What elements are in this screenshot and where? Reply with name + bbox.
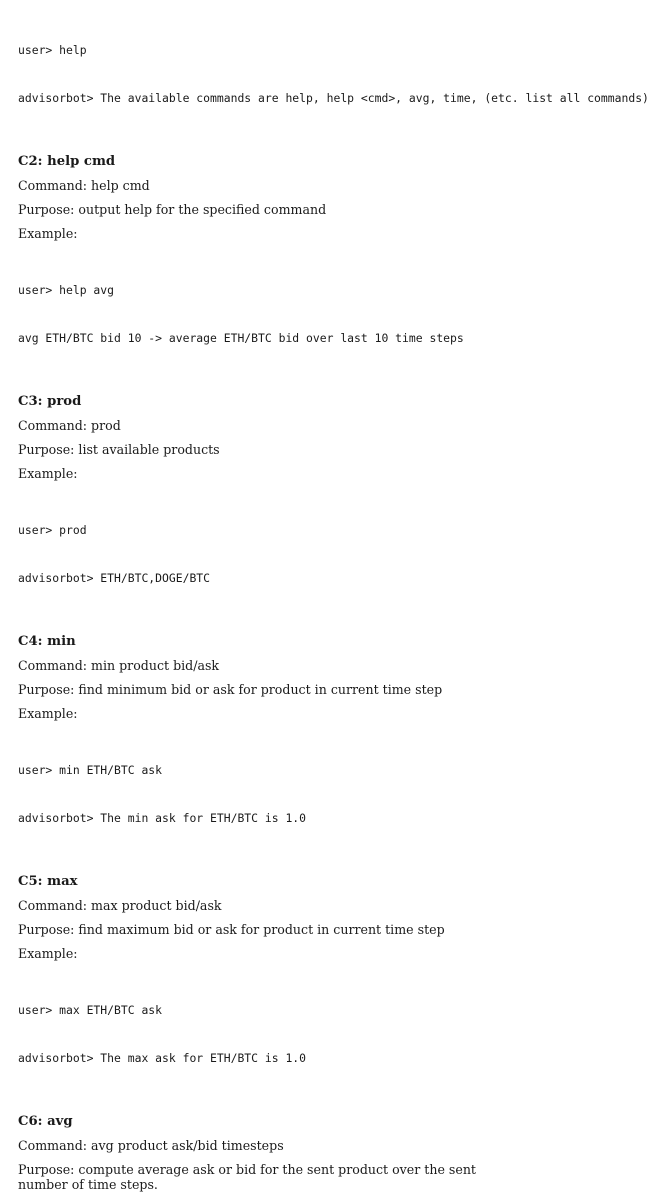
section-title: C2: help cmd	[18, 154, 116, 169]
section-c2	[18, 154, 655, 378]
code-line: user> max ETH/BTC ask	[18, 1003, 163, 1017]
section-title: C5: max	[18, 874, 78, 889]
example-label: Example:	[18, 466, 78, 481]
example-code-block	[18, 490, 655, 618]
intro-code-block	[18, 10, 655, 138]
purpose-text: Purpose: find minimum bid or ask for product in current time step	[18, 682, 443, 697]
section-title: C6: avg	[18, 1114, 73, 1129]
command-text: Command: max product bid/ask	[18, 898, 222, 913]
example-label: Example:	[18, 946, 78, 961]
code-line: advisorbot> The min ask for ETH/BTC is 1.0	[18, 811, 307, 825]
command-text: Command: prod	[18, 418, 121, 433]
code-line: user> min ETH/BTC ask	[18, 763, 163, 777]
code-line: advisorbot> The available commands are help, help <cmd>, avg, time, (etc. list all commands)	[18, 91, 649, 105]
purpose-text: Purpose: list available products	[18, 442, 220, 457]
code-line: advisorbot> ETH/BTC,DOGE/BTC	[18, 571, 211, 585]
example-label: Example:	[18, 226, 78, 241]
example-code-block	[18, 250, 655, 378]
code-line: user> help avg	[18, 283, 115, 297]
document-page	[18, 10, 655, 1201]
section-c6	[18, 1114, 655, 1192]
section-title: C3: prod	[18, 394, 82, 409]
code-line: user> prod	[18, 523, 87, 537]
command-text: Command: avg product ask/bid timesteps	[18, 1138, 284, 1153]
section-c5	[18, 874, 655, 1098]
code-line: avg ETH/BTC bid 10 -> average ETH/BTC bid over last 10 time steps	[18, 331, 464, 345]
code-line: advisorbot> The max ask for ETH/BTC is 1.0	[18, 1051, 307, 1065]
section-c3	[18, 394, 655, 618]
code-line: user> help	[18, 43, 87, 57]
purpose-text: Purpose: find maximum bid or ask for product in current time step	[18, 922, 445, 937]
example-code-block	[18, 730, 655, 858]
command-text: Command: min product bid/ask	[18, 658, 220, 673]
example-label: Example:	[18, 706, 78, 721]
purpose-text: Purpose: compute average ask or bid for the sent product over the sent number of time steps.	[18, 1162, 476, 1192]
section-title: C4: min	[18, 634, 76, 649]
section-c4	[18, 634, 655, 858]
purpose-text: Purpose: output help for the specified command	[18, 202, 327, 217]
example-code-block	[18, 970, 655, 1098]
command-text: Command: help cmd	[18, 178, 150, 193]
